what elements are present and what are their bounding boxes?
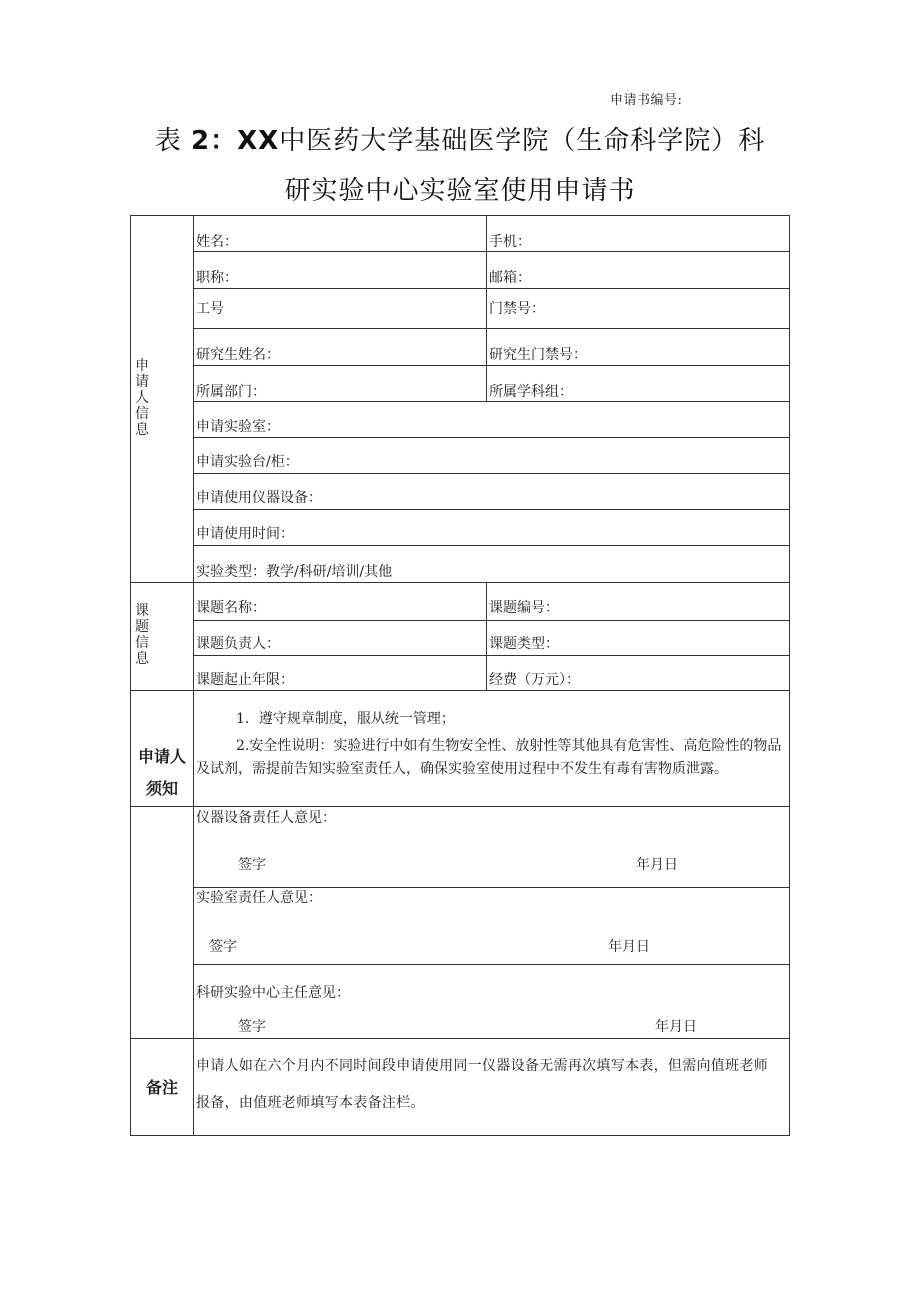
row-divider bbox=[193, 887, 790, 888]
notice-item-2: 2.安全性说明：实验进行中如有生物安全性、放射性等其他具有危害性、高危险性的物品及试剂，需提前告知实验室责任人，确保实验室使用过程中不发生有毒有害物质泄露。 bbox=[196, 738, 782, 777]
project-number-field-label: 课题编号： bbox=[489, 600, 559, 616]
section-divider bbox=[130, 806, 790, 807]
bench-field-label: 申请实验台/柜： bbox=[196, 454, 299, 470]
application-number-label: 申请书编号: bbox=[610, 93, 683, 108]
project-period-field-label: 课题起止年限： bbox=[196, 672, 294, 688]
lab-manager-date-label: 年月日 bbox=[608, 939, 650, 955]
project-type-field-label: 课题类型： bbox=[489, 636, 559, 652]
row-divider bbox=[193, 437, 790, 438]
row-divider bbox=[193, 655, 790, 656]
remarks-text: 申请人如在六个月内不同时间段申请使用同一仪器设备无需再次填写本表，但需向值班老师报备，由值班老师填写本表备注栏。 bbox=[196, 1058, 768, 1111]
title-prefix: 表 bbox=[154, 126, 182, 156]
page-title-line-2: 研实验中心实验室使用申请书 bbox=[284, 176, 636, 206]
time-field-label: 申请使用时间： bbox=[196, 526, 294, 542]
funding-field-label: 经费（万元）： bbox=[489, 672, 580, 688]
section-divider bbox=[130, 690, 790, 691]
row-divider bbox=[193, 328, 790, 329]
row-divider bbox=[193, 251, 790, 252]
equipment-manager-opinion-label: 仪器设备责任人意见： bbox=[196, 810, 336, 826]
name-field-label: 姓名： bbox=[196, 234, 238, 250]
center-director-date-label: 年月日 bbox=[655, 1019, 697, 1035]
notice-section-label bbox=[130, 741, 194, 805]
notice-label-line-1: 申请人 bbox=[137, 747, 186, 766]
page-title-line-1 bbox=[0, 120, 920, 157]
row-divider bbox=[193, 545, 790, 546]
lab-field-label: 申请实验室： bbox=[196, 419, 280, 435]
notice-item-1: 1．遵守规章制度，服从统一管理； bbox=[236, 711, 455, 727]
row-divider bbox=[193, 964, 790, 965]
title-field-label: 职称： bbox=[196, 270, 238, 286]
phone-field-label: 手机： bbox=[489, 234, 531, 250]
section-divider bbox=[130, 1038, 790, 1039]
column-divider bbox=[486, 582, 487, 690]
row-divider bbox=[193, 288, 790, 289]
row-divider bbox=[193, 620, 790, 621]
student-name-field-label: 研究生姓名： bbox=[196, 347, 280, 363]
title-number: 2：XX bbox=[191, 126, 280, 156]
email-field-label: 邮箱： bbox=[489, 270, 531, 286]
discipline-field-label: 所属学科组： bbox=[489, 384, 573, 400]
title-rest: 中医药大学基础医学院（生命科学院）科 bbox=[279, 126, 766, 156]
section-divider bbox=[130, 582, 790, 583]
center-director-opinion-label: 科研实验中心主任意见： bbox=[196, 985, 350, 1001]
row-divider bbox=[193, 473, 790, 474]
lab-manager-sign-label: 签字 bbox=[209, 939, 237, 955]
notice-label-line-2: 须知 bbox=[145, 779, 178, 798]
center-director-sign-label: 签字 bbox=[238, 1019, 266, 1035]
project-name-field-label: 课题名称： bbox=[196, 600, 266, 616]
remarks-section-label: 备注 bbox=[145, 1078, 178, 1097]
lab-manager-opinion-label: 实验室责任人意见： bbox=[196, 890, 322, 906]
equipment-manager-sign-label: 签字 bbox=[238, 857, 266, 873]
experiment-type-field-label: 实验类型：教学/科研/培训/其他 bbox=[196, 564, 393, 580]
department-field-label: 所属部门： bbox=[196, 384, 266, 400]
access-card-field-label: 门禁号： bbox=[489, 301, 545, 317]
student-access-field-label: 研究生门禁号： bbox=[489, 347, 587, 363]
row-divider bbox=[193, 401, 790, 402]
row-divider bbox=[193, 509, 790, 510]
equipment-manager-date-label: 年月日 bbox=[636, 857, 678, 873]
staff-number-field-label: 工号 bbox=[196, 301, 224, 317]
project-leader-field-label: 课题负责人： bbox=[196, 636, 280, 652]
project-info-section-label: 课题信息 bbox=[135, 603, 149, 667]
row-divider bbox=[193, 365, 790, 366]
equipment-field-label: 申请使用仪器设备： bbox=[196, 490, 322, 506]
applicant-info-section-label: 申请人信息 bbox=[135, 358, 149, 438]
section-divider bbox=[193, 215, 194, 1136]
column-divider bbox=[486, 215, 487, 401]
